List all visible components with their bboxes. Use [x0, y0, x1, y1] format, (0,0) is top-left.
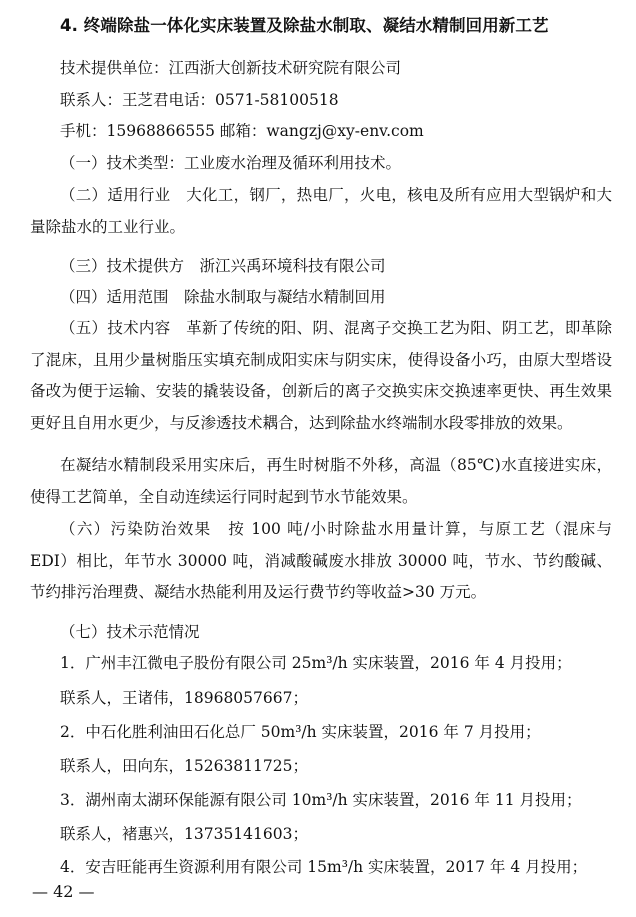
mobile-email-line: 手机：15968866555 邮箱：wangzj@xy-env.com — [60, 122, 424, 140]
demo-project-3: 3．湖州南太湖环保能源有限公司 10m³/h 实床装置，2016 年 11 月投用； — [60, 791, 582, 809]
provider-line: 技术提供单位：江西浙大创新技术研究院有限公司 — [60, 59, 402, 77]
demo-contact-2: 联系人，田向东，15263811725； — [60, 757, 308, 775]
industry-paragraph: （二）适用行业 大化工，钢厂，热电厂，火电，核电及所有应用大型锅炉和大量除盐水的工业行业。 — [30, 186, 612, 236]
demo-title-line: （七）技术示范情况 — [60, 623, 200, 641]
tech-provider-line: （三）技术提供方 浙江兴禹环境科技有限公司 — [60, 257, 386, 275]
demo-project-1: 1．广州丰江微电子股份有限公司 25m³/h 实床装置，2016 年 4 月投用； — [60, 654, 572, 672]
demo-project-2: 2．中石化胜利油田石化总厂 50m³/h 实床装置，2016 年 7 月投用； — [60, 723, 541, 741]
tech-type-line: （一）技术类型：工业废水治理及循环利用技术。 — [60, 154, 402, 172]
scope-line: （四）适用范围 除盐水制取与凝结水精制回用 — [60, 288, 386, 306]
demo-project-4: 4．安吉旺能再生资源利用有限公司 15m³/h 实床装置，2017 年 4 月投用； — [60, 858, 588, 876]
demo-contact-3: 联系人，褚惠兴，13735141603； — [60, 825, 308, 843]
demo-contact-1: 联系人，王诸伟，18968057667； — [60, 689, 308, 707]
condensate-paragraph: 在凝结水精制段采用实床后，再生时树脂不外移，高温（85℃)水直接进实床，使得工艺简单，全自动连续运行同时起到节水节能效果。 — [30, 456, 612, 506]
page-number: — 42 — — [32, 882, 95, 901]
pollution-effect-paragraph: （六）污染防治效果 按 100 吨/小时除盐水用量计算，与原工艺（混床与 EDI）相比，年节水 30000 吨，消减酸碱废水排放 30000 吨，节水、节约酸碱、节约排污治理费、凝结水热能利用及运行费节约等收益>30 万元。 — [30, 520, 612, 601]
tech-content-paragraph: （五）技术内容 革新了传统的阳、阴、混离子交换工艺为阳、阴工艺，即革除了混床，且用少量树脂压实填充制成阳实床与阴实床，使得设备小巧，由原大型塔设备改为便于运输、安装的撬装设备，创新后的离子交换实床交换速率更快、再生效果更好且自用水更少，与反渗透技术耦合，达到除盐水终端制水段零排放的效果。 — [30, 319, 612, 432]
section-heading: 4. 终端除盐一体化实床装置及除盐水制取、凝结水精制回用新工艺 — [60, 16, 549, 35]
contact-person-line: 联系人：王芝君电话：0571-58100518 — [60, 91, 339, 109]
